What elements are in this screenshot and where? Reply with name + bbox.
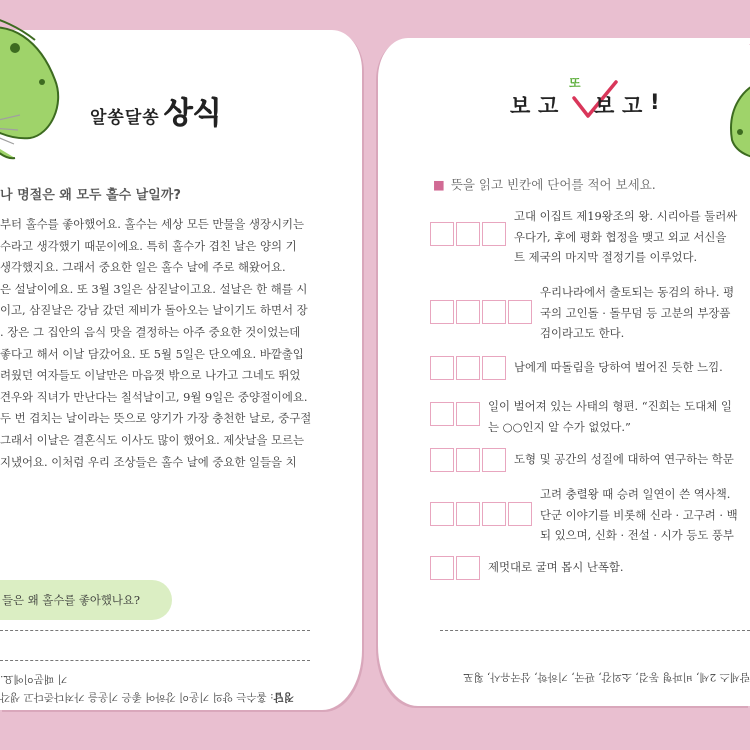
body-line: 두 번 겹치는 날이라는 뜻으로 양기가 가장 충천한 날로, 중구절 (0, 411, 312, 426)
letter-box[interactable] (482, 222, 506, 246)
crocodile-mascot-icon (0, 10, 90, 160)
title-small: 알쏭달쏭 (90, 108, 160, 128)
definition: 제멋대로 굴며 몹시 난폭함. (488, 560, 624, 574)
body-line: . 장은 그 집안의 음식 맛을 결정하는 아주 중요한 것이었는데 (0, 324, 301, 339)
letter-box[interactable] (508, 502, 532, 526)
letter-box[interactable] (430, 300, 454, 324)
definition: 고대 이집트 제19왕조의 왕. 시리아를 둘러싸 우다가, 후에 평화 협정을 맺고 외교 서신을 트 제국의 마지막 절정기를 이루었다. (514, 209, 738, 264)
vocab-item (430, 282, 734, 344)
answer-boxes (430, 356, 506, 380)
vocab-item (430, 396, 732, 437)
letter-box[interactable] (430, 502, 454, 526)
body-line: 지냈어요. 이처럼 우리 조상들은 홀수 날에 중요한 일들을 치 (0, 454, 297, 469)
definition: 일이 벌어져 있는 사태의 형편. “진희는 도대체 일 는 ○○인지 알 수가 없었다.” (488, 399, 732, 434)
body-line: 그래서 이날은 결혼식도 이사도 많이 했어요. 제삿날을 모르는 (0, 432, 305, 447)
vocab-item (430, 484, 738, 546)
letter-box[interactable] (456, 222, 480, 246)
body-line: 려웠던 여자들도 이날만은 마음껏 밖으로 나가고 그네도 뛰었 (0, 368, 301, 383)
answer-boxes (430, 502, 532, 526)
letter-box[interactable] (430, 448, 454, 472)
answer-text: 정답: 홀수는 양의 기운이 강하여 좋은 기운을 가져다준다고 생각 (0, 691, 294, 703)
body-line: 좋다고 해서 이날 담갔어요. 또 5월 5일은 단오예요. 바깥출입 (0, 346, 304, 361)
definition: 도형 및 공간의 성질에 대하여 연구하는 학문 (514, 452, 734, 466)
answer-boxes (430, 222, 506, 246)
body-line: 이고, 삼짇날은 강남 갔던 제비가 돌아오는 날이기도 하면서 장 (0, 303, 308, 318)
body-line: 수라고 생각했기 때문이에요. 특히 홀수가 겹친 날은 양의 기 (0, 238, 297, 253)
question-heading: 나 명절은 왜 모두 홀수 날일까? (0, 188, 181, 203)
letter-box[interactable] (430, 356, 454, 380)
answer-boxes (430, 556, 480, 580)
letter-box[interactable] (456, 402, 480, 426)
answer-boxes (430, 402, 480, 426)
definition: 남에게 따돌림을 당하여 벌어진 듯한 느낌. (514, 360, 723, 374)
vocab-item (430, 206, 737, 268)
page-title (90, 88, 222, 131)
answer-text: 기 때문이에요. (0, 673, 68, 685)
body-text (0, 214, 318, 473)
definition: 고려 충렬왕 때 승려 일연이 쓴 역사책. 단군 이야기를 비롯해 신라 · 고구려 · 백 되 있으며, 신화 · 전설 · 시가 등도 풍부 (540, 487, 738, 542)
answer-line (0, 630, 310, 631)
title-big: 상식 (163, 96, 222, 131)
answer-line (440, 630, 750, 631)
vocab-item (430, 356, 723, 380)
letter-box[interactable] (508, 300, 532, 324)
square-bullet-icon: ■ (433, 177, 445, 192)
instruction: ■ 뜻을 읽고 빈칸에 단어를 적어 보세요. (433, 177, 656, 192)
answer-boxes (430, 448, 506, 472)
letter-box[interactable] (456, 502, 480, 526)
body-line: 부터 홀수를 좋아했어요. 홀수는 세상 모든 만물을 생장시키는 (0, 217, 305, 231)
letter-box[interactable] (482, 448, 506, 472)
body-line: 견우와 직녀가 만난다는 칠석날이고, 9월 9일은 중양절이에요. (0, 389, 308, 404)
letter-box[interactable] (430, 222, 454, 246)
answer-text: 람세스 2세, 비파형 동검, 소외감, 판국, 기하학, 삼국유사, 횡포 (463, 671, 750, 683)
vocab-item (430, 448, 734, 472)
body-line: 은 설날이에요. 또 3월 3일은 삼짇날이고요. 설날은 한 해를 시 (0, 281, 308, 296)
letter-box[interactable] (430, 556, 454, 580)
vocab-item (430, 556, 624, 580)
letter-box[interactable] (430, 402, 454, 426)
definition: 우리나라에서 출토되는 동검의 하나. 평 국의 고인돌 · 돌무덤 등 고분의 부장품 검이라고도 한다. (540, 285, 735, 340)
body-line: 생각했지요. 그래서 중요한 일은 홀수 날에 주로 해왔어요. (0, 260, 286, 275)
letter-box[interactable] (482, 502, 506, 526)
letter-box[interactable] (456, 556, 480, 580)
letter-box[interactable] (456, 448, 480, 472)
answer-boxes (430, 300, 532, 324)
crocodile-mascot-icon (712, 40, 750, 160)
question-bubble: 들은 왜 홀수를 좋아했나요? (0, 580, 172, 620)
letter-box[interactable] (456, 300, 480, 324)
letter-box[interactable] (456, 356, 480, 380)
letter-box[interactable] (482, 356, 506, 380)
letter-box[interactable] (482, 300, 506, 324)
page-title: 보 고 또 보 고 ! (510, 76, 660, 118)
answer-line (0, 660, 310, 661)
